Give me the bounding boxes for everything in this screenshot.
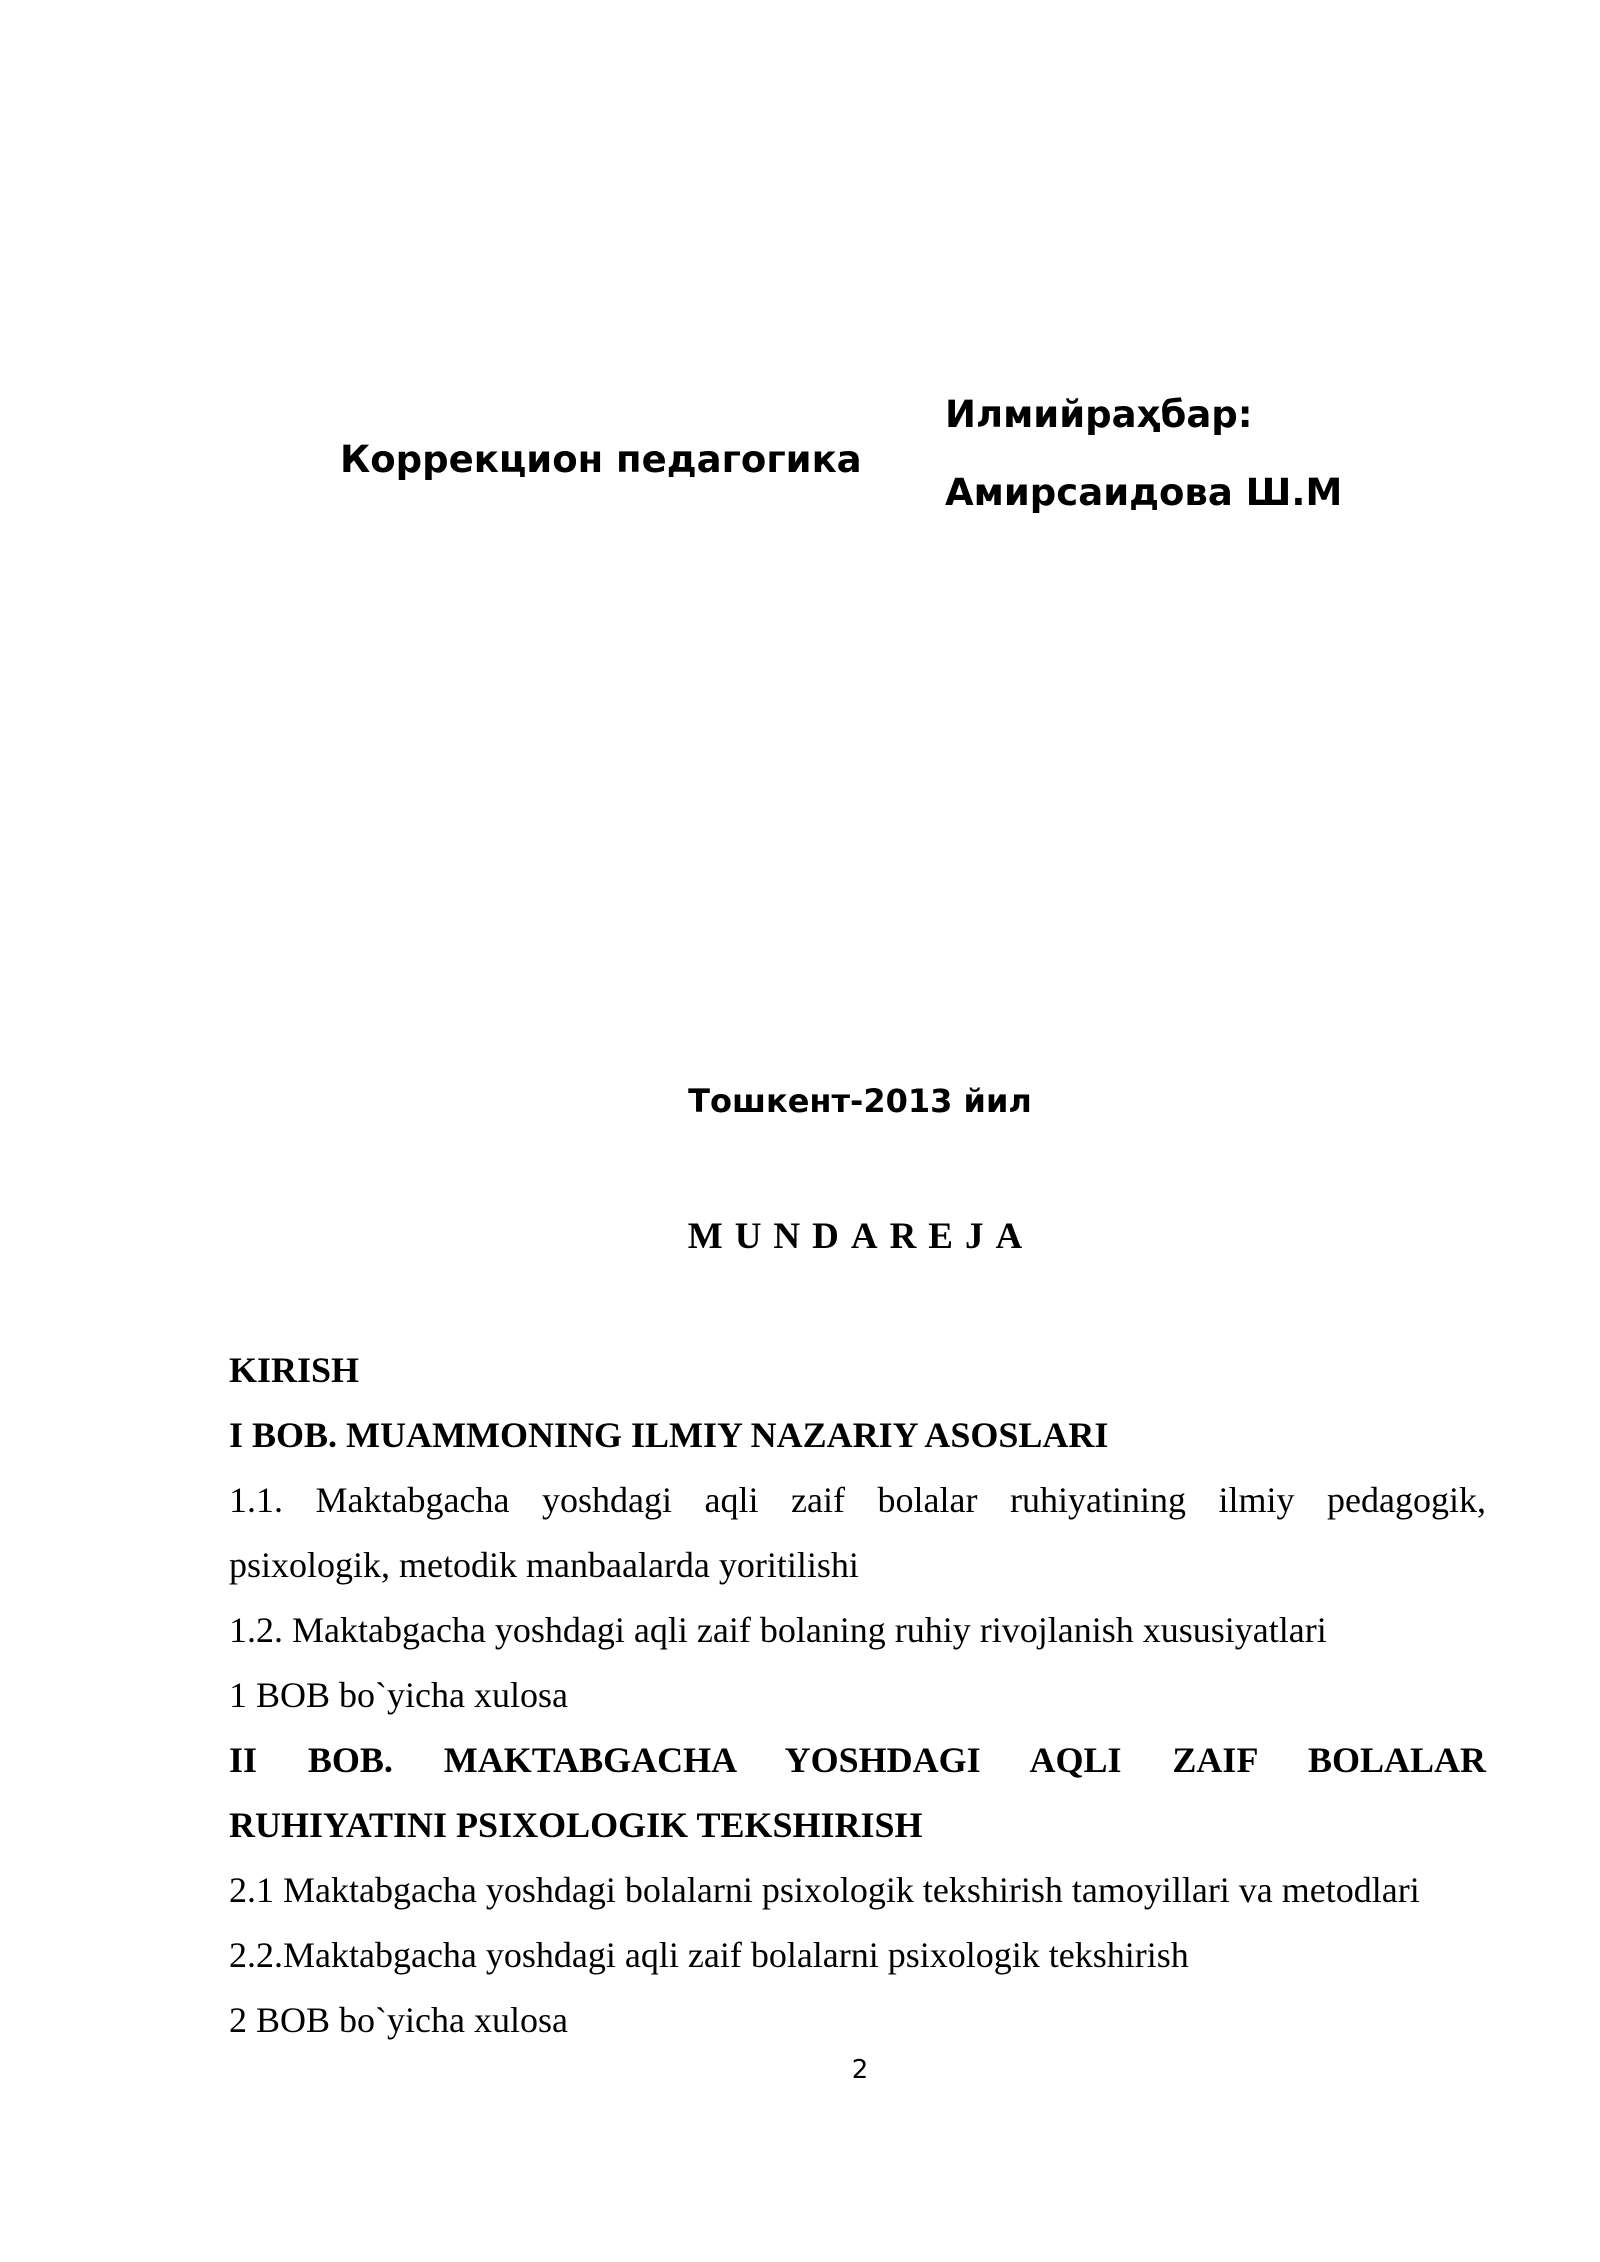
page-number: 2 — [851, 2055, 869, 2085]
toc-item-kirish: KIRISH — [229, 1350, 360, 1390]
table-of-contents — [229, 1338, 1486, 2053]
toc-item-chapter-1-summary: 1 BOB bo`yicha xulosa — [229, 1675, 568, 1715]
supervisor-block — [945, 376, 1342, 532]
toc-item-chapter-2-line-1: II BOB. MAKTABGACHA YOSHDAGI AQLI ZAIF BOLALAR — [229, 1740, 1486, 1780]
toc-item-2-2: 2.2.Maktabgacha yoshdagi aqli zaif bolalarni psixologik tekshirish — [229, 1935, 1189, 1975]
toc-item-chapter-2-summary: 2 BOB bo`yicha xulosa — [229, 2000, 568, 2040]
toc-heading: MUNDAREJA — [687, 1216, 1035, 1257]
toc-item-2-1: 2.1 Maktabgacha yoshdagi bolalarni psixologik tekshirish tamoyillari va metodlari — [229, 1870, 1420, 1910]
subject-title: Коррекцион педагогика — [340, 438, 862, 481]
toc-item-1-1-line-1: 1.1. Maktabgacha yoshdagi aqli zaif bolalar ruhiyatining ilmiy pedagogik, — [229, 1480, 1486, 1520]
toc-item-chapter-2-line-2: RUHIYATINI PSIXOLOGIK TEKSHIRISH — [229, 1805, 923, 1845]
toc-item-chapter-1: I BOB. MUAMMONING ILMIY NAZARIY ASOSLARI — [229, 1415, 1109, 1455]
city-year: Тошкент-2013 йил — [688, 1082, 1032, 1120]
supervisor-label: Илмийраҳбар: — [945, 393, 1253, 436]
toc-item-1-2: 1.2. Maktabgacha yoshdagi aqli zaif bolaning ruhiy rivojlanish xususiyatlari — [229, 1610, 1327, 1650]
supervisor-name: Амирсаидова Ш.М — [945, 471, 1343, 514]
toc-item-1-1-line-2: psixologik, metodik manbaalarda yoritilishi — [229, 1545, 859, 1585]
